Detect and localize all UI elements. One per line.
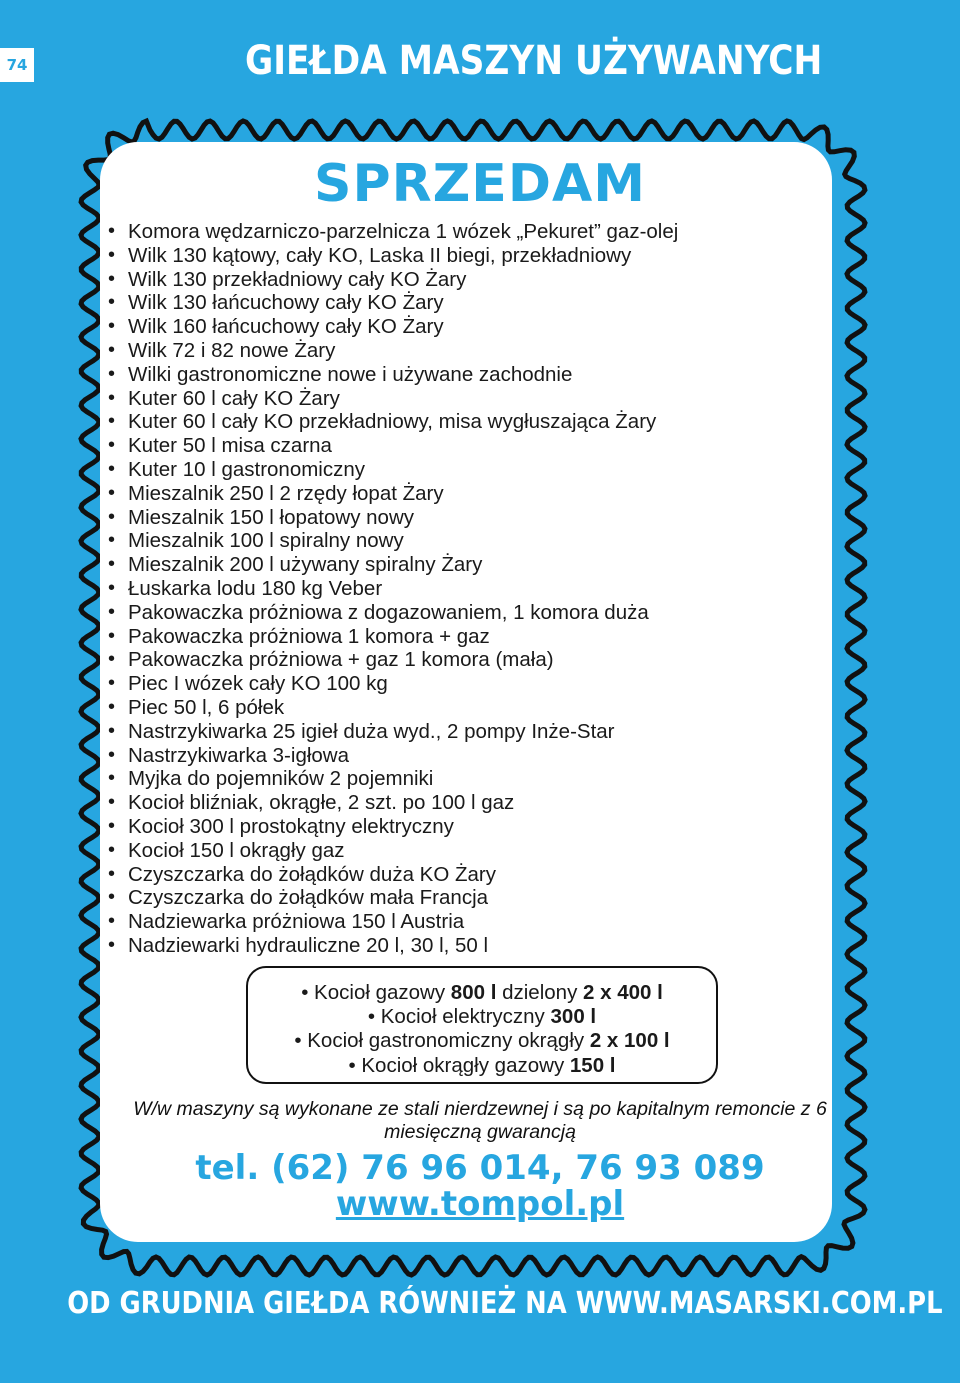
offer-item: • Pakowaczka próżniowa 1 komora + gaz xyxy=(108,625,678,649)
contact-phone: tel. (62) 76 96 014, 76 93 089 xyxy=(195,1148,765,1188)
offer-item: • Czyszczarka do żołądków duża KO Żary xyxy=(108,863,678,887)
offer-item: • Pakowaczka próżniowa z dogazowaniem, 1 komora duża xyxy=(108,601,678,625)
offer-item: • Wilk 130 łańcuchowy cały KO Żary xyxy=(108,291,678,315)
offer-item: • Piec 50 l, 6 półek xyxy=(108,696,678,720)
offer-item: • Wilk 72 i 82 nowe Żary xyxy=(108,339,678,363)
boiler-item-part: • Kocioł gastronomiczny okrągły xyxy=(294,1029,590,1053)
offer-item: • Kuter 10 l gastronomiczny xyxy=(108,458,678,482)
sell-heading: SPRZEDAM xyxy=(314,154,646,214)
offer-item: • Łuskarka lodu 180 kg Veber xyxy=(108,577,678,601)
offer-item: • Nastrzykiwarka 3-igłowa xyxy=(108,744,678,768)
boiler-item xyxy=(248,981,716,1005)
offer-item: • Wilki gastronomiczne nowe i używane zachodnie xyxy=(108,363,678,387)
offer-item: • Mieszalnik 150 l łopatowy nowy xyxy=(108,506,678,530)
offer-item: • Mieszalnik 100 l spiralny nowy xyxy=(108,529,678,553)
offer-item: • Komora wędzarniczo-parzelnicza 1 wózek „Pekuret” gaz-olej xyxy=(108,220,678,244)
offer-list xyxy=(108,220,678,958)
offer-item: • Kuter 60 l cały KO Żary xyxy=(108,387,678,411)
boiler-highlight-box xyxy=(246,966,718,1084)
footer-banner: OD GRUDNIA GIEŁDA RÓWNIEŻ NA WWW.MASARSKI.COM.PL xyxy=(67,1286,943,1321)
offer-item: • Nastrzykiwarka 25 igieł duża wyd., 2 pompy Inże-Star xyxy=(108,720,678,744)
offer-item: • Wilk 160 łańcuchowy cały KO Żary xyxy=(108,315,678,339)
offer-item: • Kuter 60 l cały KO przekładniowy, misa wygłuszająca Żary xyxy=(108,410,678,434)
offer-item: • Wilk 130 przekładniowy cały KO Żary xyxy=(108,268,678,292)
offer-item: • Kocioł 150 l okrągły gaz xyxy=(108,839,678,863)
offer-item: • Mieszalnik 200 l używany spiralny Żary xyxy=(108,553,678,577)
offer-item: • Piec I wózek cały KO 100 kg xyxy=(108,672,678,696)
boiler-item xyxy=(248,1029,716,1053)
website-link[interactable]: www.tompol.pl xyxy=(335,1184,625,1224)
offer-item: • Kuter 50 l misa czarna xyxy=(108,434,678,458)
offer-item: • Mieszalnik 250 l 2 rzędy łopat Żary xyxy=(108,482,678,506)
warranty-note: W/w maszyny są wykonane ze stali nierdzewnej i są po kapitalnym remoncie z 6 miesięczną gwarancją xyxy=(133,1098,827,1143)
boiler-item-part: • Kocioł gazowy xyxy=(301,981,451,1004)
boiler-highlight-list xyxy=(248,968,716,1078)
offer-item: • Nadziewarka próżniowa 150 l Austria xyxy=(108,910,678,934)
boiler-item xyxy=(248,1005,716,1029)
boiler-item-part: 2 x 100 l xyxy=(589,1029,670,1053)
boiler-item-part: 2 x 400 l xyxy=(583,981,663,1004)
offer-item: • Kocioł 300 l prostokątny elektryczny xyxy=(108,815,678,839)
boiler-item xyxy=(248,1054,716,1078)
offer-item: • Kocioł bliźniak, okrągłe, 2 szt. po 100 l gaz xyxy=(108,791,678,815)
boiler-item-part: dzielony xyxy=(496,981,584,1004)
boiler-item-part: • Kocioł okrągły gazowy xyxy=(348,1053,570,1077)
boiler-item-part: 300 l xyxy=(550,1005,597,1029)
offer-item: • Wilk 130 kątowy, cały KO, Laska II biegi, przekładniowy xyxy=(108,244,678,268)
boiler-item-part: 800 l xyxy=(450,981,497,1004)
offer-item: • Pakowaczka próżniowa + gaz 1 komora (mała) xyxy=(108,648,678,672)
offer-item: • Myjka do pojemników 2 pojemniki xyxy=(108,767,678,791)
offer-item: • Nadziewarki hydrauliczne 20 l, 30 l, 50 l xyxy=(108,934,678,958)
boiler-item-part: • Kocioł elektryczny xyxy=(367,1005,551,1029)
page-title: GIEŁDA MASZYN UŻYWANYCH xyxy=(245,38,823,84)
page-number: 74 xyxy=(0,48,34,82)
offer-item: • Czyszczarka do żołądków mała Francja xyxy=(108,886,678,910)
boiler-item-part: 150 l xyxy=(569,1053,616,1077)
